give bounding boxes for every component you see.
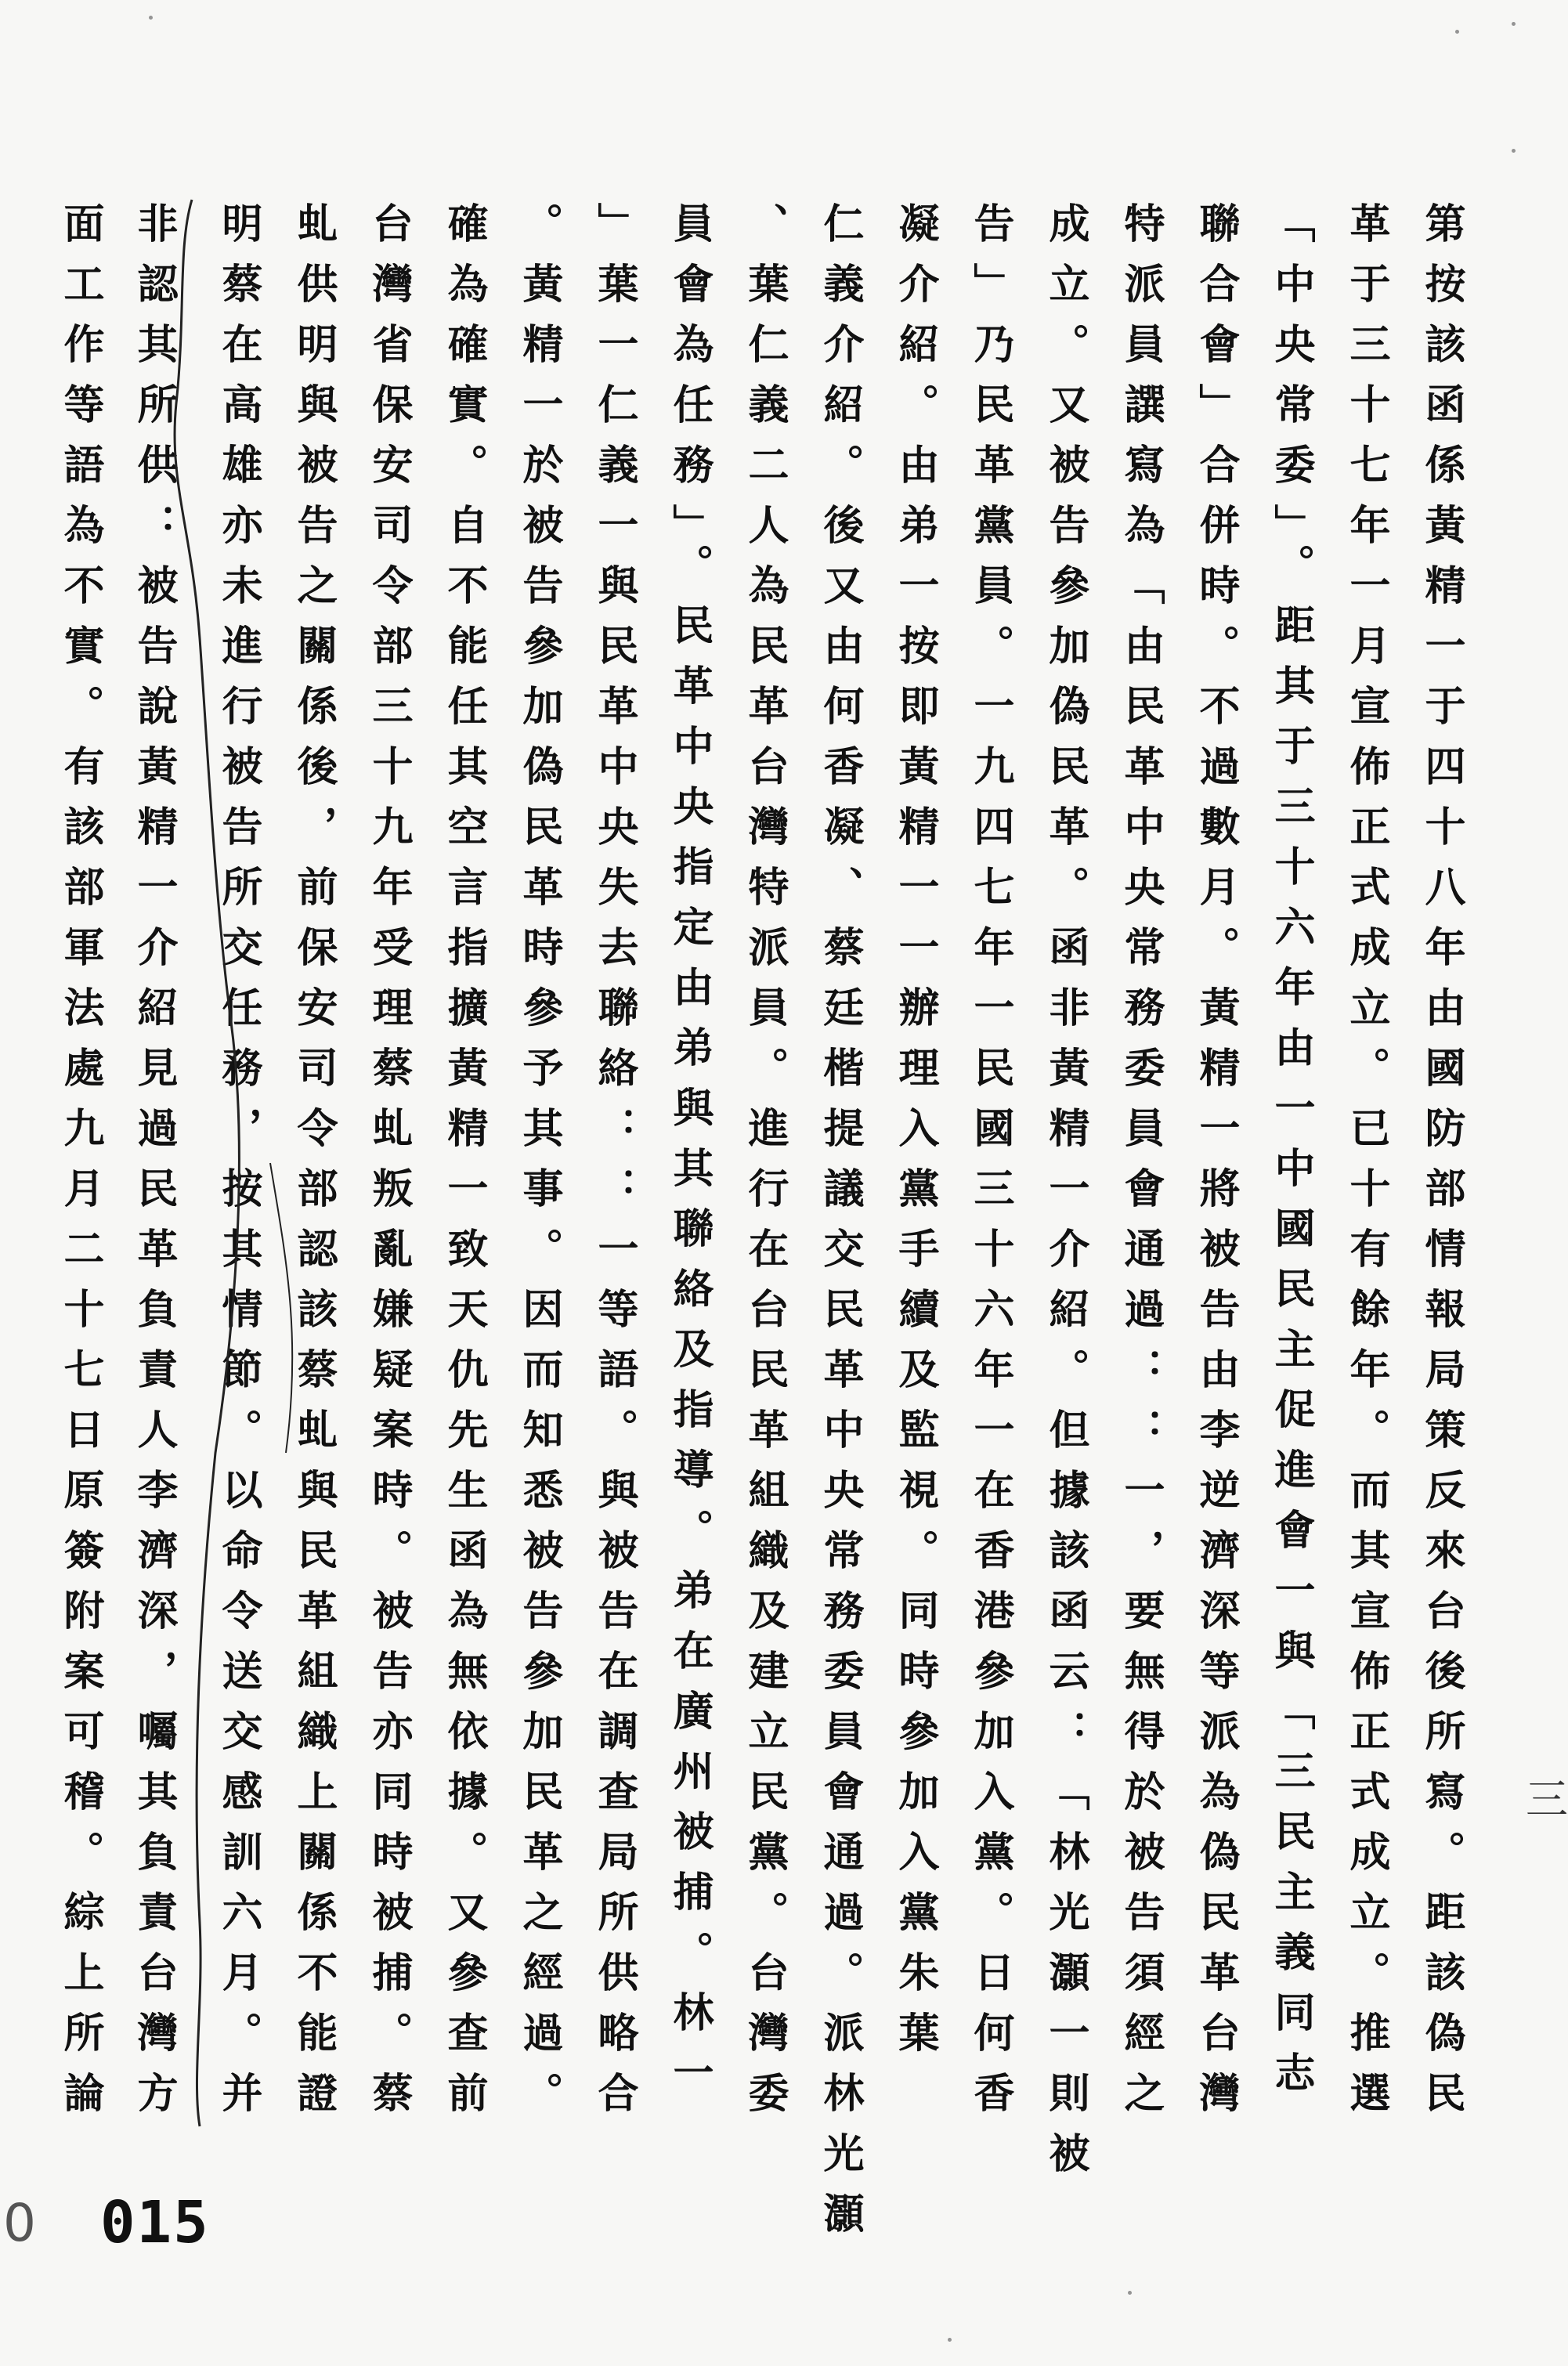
text-column: 明蔡在高雄亦未進行被告所交任務，按其情節。以命令送交感訓六月。并 (215, 202, 262, 2132)
margin-bracket-line (168, 200, 325, 2126)
text-column: 面工作等語為不實。有該部軍法處九月二十七日原簽附案可稽。綜上所論 (56, 202, 104, 2132)
text-column: 虬供明與被告之關係後，前保安司令部認該蔡虬與民革組織上關係不能證 (290, 202, 338, 2132)
right-edge-mark: 三 (1526, 1775, 1568, 1824)
text-column: 凝介紹。由弟一按即黃精一一辦理入黨手續及監視。同時參加入黨朱葉 (891, 202, 939, 2072)
text-column: 特派員譔寫為「由民革中央常務委員會通過：：一，要無得於被告須經之 (1117, 202, 1165, 2132)
text-column: 革于三十七年一月宣佈正式成立。已十有餘年。而其宣佈正式成立。推選 (1342, 202, 1390, 2132)
text-column: 「中央常委」。距其于三十六年由一中國民主促進會一與「三民主義同志 (1267, 202, 1315, 2111)
scan-speck (1512, 149, 1516, 153)
scan-speck (948, 2338, 952, 2342)
scan-speck (1128, 2291, 1132, 2295)
text-column: 員會為任務」。民革中央指定由弟與其聯絡及指導。弟在廣州被捕。林一 (666, 202, 714, 2111)
text-column: 第按該函係黃精一于四十八年由國防部情報局策反來台後所寫。距該偽民 (1418, 202, 1465, 2132)
text-column: 確為確實。自不能任其空言指擴黃精一致天仇先生函為無依據。又參查前 (440, 202, 488, 2132)
text-column: 、葉仁義二人為民革台灣特派員。進行在台民革組織及建立民黨。台灣委 (741, 202, 789, 2132)
text-column: 台灣省保安司令部三十九年受理蔡虬叛亂嫌疑案時。被告亦同時被捕。蔡 (365, 202, 413, 2132)
page-number: 015 (100, 2189, 210, 2256)
scan-speck (1512, 22, 1516, 26)
text-column: 成立。又被告參加偽民革。函非黃精一介紹。但據該函云：「林光灝一則被 (1042, 202, 1089, 2192)
text-column: 仁義介紹。後又由何香凝、蔡廷楷提議交民革中央常務委員會通過。派林光灝 (816, 202, 864, 2252)
scan-speck (149, 16, 153, 20)
scan-speck (1455, 30, 1459, 34)
text-column: 」葉一仁義一與民革中央失去聯絡：：一等語。與被告在調查局所供略合 (591, 202, 638, 2132)
text-column: 聯合會」合併時。不過數月。黃精一將被告由李逆濟深等派為偽民革台灣 (1192, 202, 1240, 2132)
left-edge-mark: 0 (3, 2193, 36, 2253)
text-column: 。黃精一於被告參加偽民革時參予其事。因而知悉被告參加民革之經過。 (515, 202, 563, 2132)
text-column: 告」乃民革黨員。一九四七年一民國三十六年一在香港參加入黨。日何香 (966, 202, 1014, 2132)
text-column: 非認其所供：被告說黃精一介紹見過民革負責人李濟深，囑其負責台灣方 (130, 202, 178, 2132)
